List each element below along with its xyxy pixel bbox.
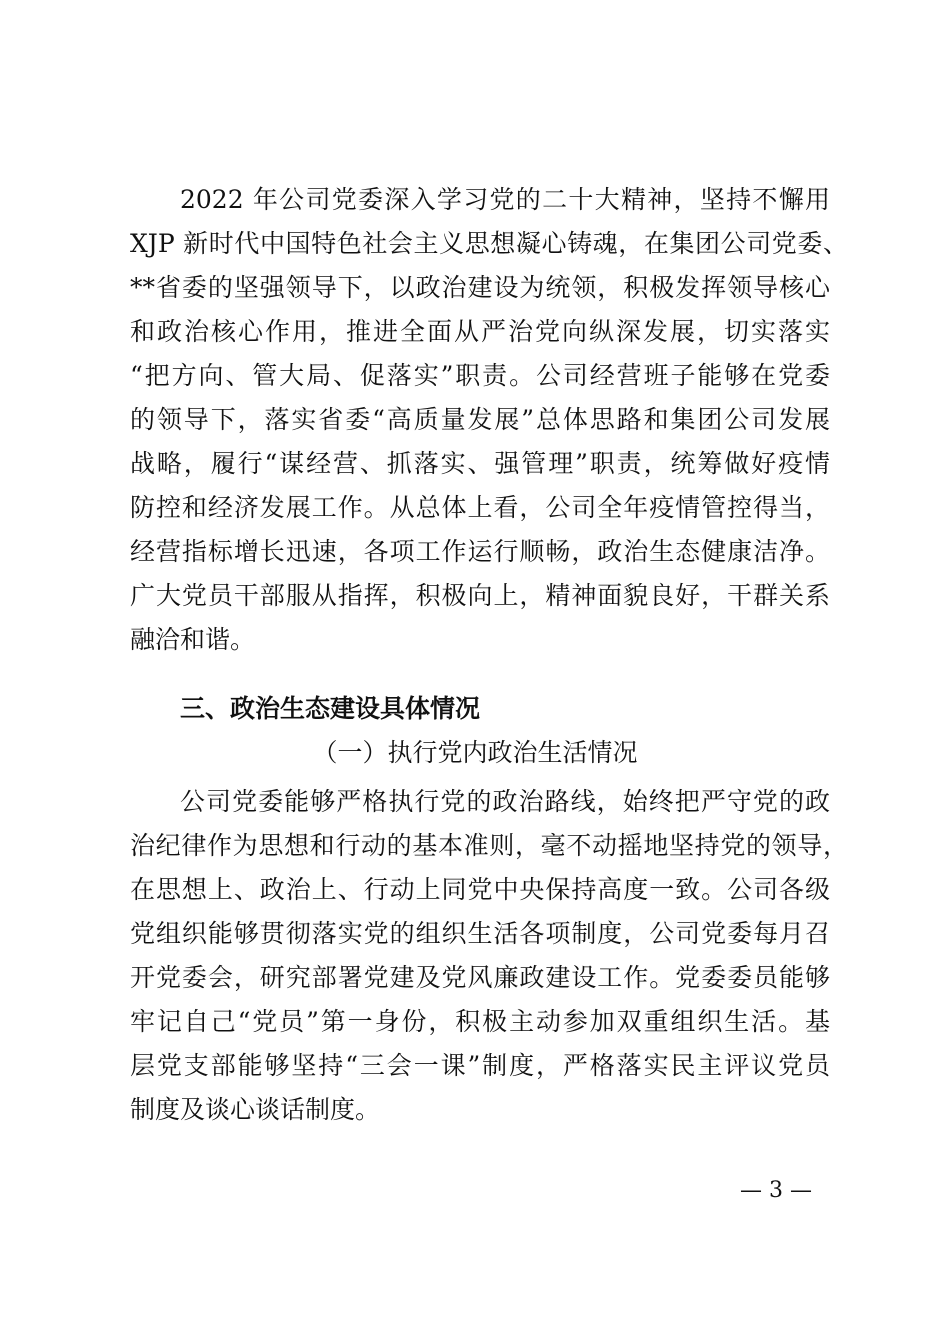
paragraph-line: 党组织能够贯彻落实党的组织生活各项制度，公司党委每月召 bbox=[130, 919, 830, 948]
paragraph-line: 牢记自己“党员”第一身份，积极主动参加双重组织生活。基 bbox=[130, 1007, 830, 1036]
paragraph-line: 治纪律作为思想和行动的基本准则，毫不动摇地坚持党的领导， bbox=[130, 831, 848, 860]
paragraph-line: 经营指标增长迅速，各项工作运行顺畅，政治生态健康洁净。 bbox=[130, 537, 830, 566]
paragraph-line: XJP 新时代中国特色社会主义思想凝心铸魂，在集团公司党委、 bbox=[130, 229, 848, 258]
paragraph-line: 2022 年公司党委深入学习党的二十大精神，坚持不懈用 bbox=[180, 185, 830, 214]
paragraph-line: 和政治核心作用，推进全面从严治党向纵深发展，切实落实 bbox=[130, 317, 830, 346]
section-subheading: （一）执行党内政治生活情况 bbox=[312, 738, 638, 767]
paragraph-line: 融洽和谐。 bbox=[130, 625, 256, 654]
paragraph-line: “把方向、管大局、促落实”职责。公司经营班子能够在党委 bbox=[130, 361, 830, 390]
paragraph-line: 的领导下，落实省委“高质量发展”总体思路和集团公司发展 bbox=[130, 405, 830, 434]
paragraph-line: 在思想上、政治上、行动上同党中央保持高度一致。公司各级 bbox=[130, 875, 830, 904]
paragraph-line: 防控和经济发展工作。从总体上看，公司全年疫情管控得当， bbox=[130, 493, 830, 522]
paragraph-line: 制度及谈心谈话制度。 bbox=[130, 1095, 381, 1124]
paragraph-line: 公司党委能够严格执行党的政治路线，始终把严守党的政 bbox=[180, 787, 830, 816]
paragraph-line: 广大党员干部服从指挥，积极向上，精神面貌良好，干群关系 bbox=[130, 581, 830, 610]
paragraph-line: 开党委会，研究部署党建及党风廉政建设工作。党委委员能够 bbox=[130, 963, 830, 992]
paragraph-line: 层党支部能够坚持“三会一课”制度，严格落实民主评议党员 bbox=[130, 1051, 830, 1080]
paragraph-line: **省委的坚强领导下，以政治建设为统领，积极发挥领导核心 bbox=[130, 273, 830, 302]
section-heading: 三、政治生态建设具体情况 bbox=[180, 694, 481, 723]
page-number: — 3 — bbox=[740, 1178, 812, 1203]
paragraph-line: 战略，履行“谋经营、抓落实、强管理”职责，统筹做好疫情 bbox=[130, 449, 830, 478]
